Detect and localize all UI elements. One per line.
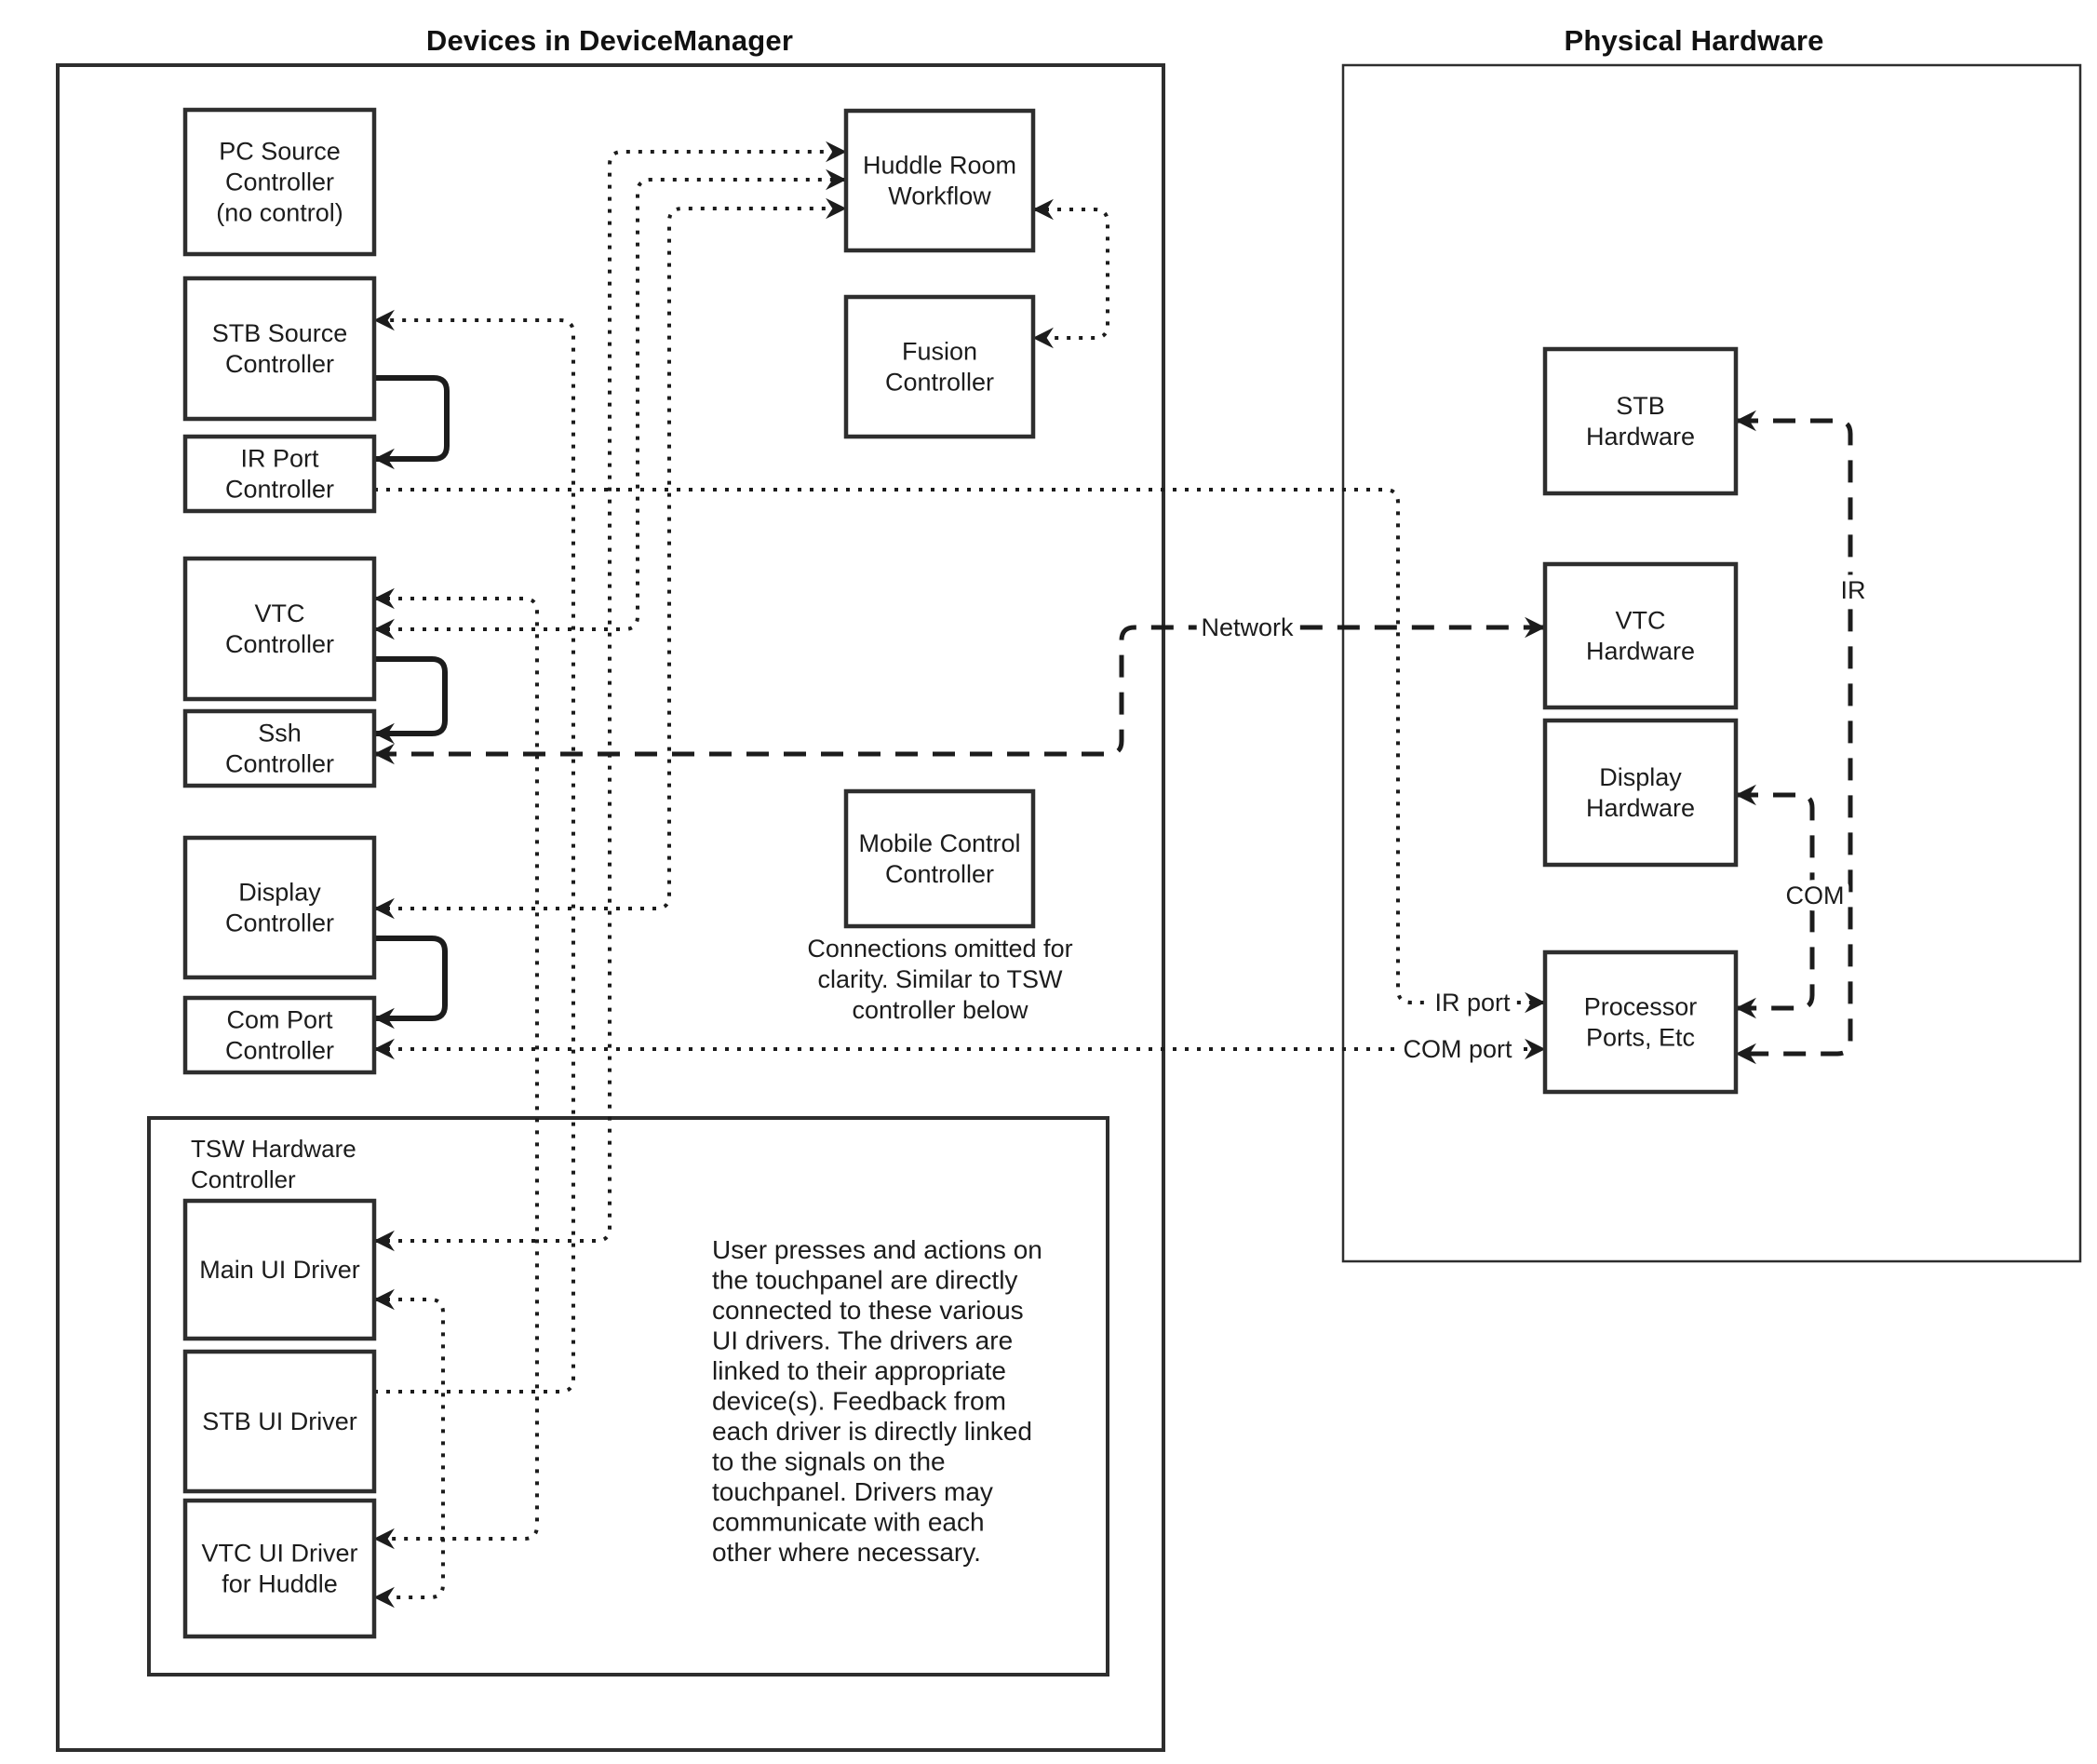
main-ui-driver-label: Main UI Driver — [199, 1256, 360, 1284]
fusion-controller — [846, 297, 1033, 437]
physical-hardware-title: Physical Hardware — [1564, 24, 1824, 57]
network-link — [374, 627, 1545, 754]
tsw-hardware-controller-group-label: TSW Hardware Controller — [191, 1135, 356, 1193]
tsw-note: User presses and actions on the touchpanel are directly connected to these various UI drivers. The drivers are linked to their appropriate device(s). Feedback from each driver is directly linked to the signals on the touchpanel. Drivers may communicate with each other where necessary. — [712, 1235, 1042, 1567]
ir-port-controller-label: IR Port Controller — [224, 444, 335, 504]
vtc-ui-to-vtc-controller — [374, 599, 537, 1539]
pc-source-controller-label: PC Source Controller (no control) — [216, 137, 343, 227]
display-hardware — [1545, 720, 1736, 865]
stb-source-controller-label: STB Source Controller — [211, 319, 348, 378]
stb-source-controller — [185, 278, 374, 419]
display-controller-label: Display Controller — [224, 878, 335, 937]
mobile-control-controller-label: Mobile Control Controller — [858, 829, 1021, 888]
ir-link-label: IR — [1840, 576, 1866, 604]
fusion-controller-label: Fusion Controller — [884, 337, 995, 397]
vtc-ui-driver-label: VTC UI Driver for Huddle — [201, 1539, 358, 1598]
network-link-label: Network — [1201, 613, 1294, 641]
stb-source-to-ir-port — [374, 378, 447, 459]
mobile-control-controller — [846, 791, 1033, 926]
vtc-controller — [185, 559, 374, 699]
com-port-controller-label: Com Port Controller — [224, 1005, 335, 1065]
display-hardware-label: Display Hardware — [1585, 763, 1696, 822]
processor-ports-label: Processor Ports, Etc — [1583, 992, 1698, 1052]
processor-ports — [1545, 952, 1736, 1092]
display-controller — [185, 838, 374, 977]
ir-port-line-label: IR port — [1434, 989, 1511, 1017]
stb-ui-feedback-to-stb-source — [374, 320, 573, 1392]
vtc-to-ssh — [374, 659, 445, 734]
huddle-room-workflow-label: Huddle Room Workflow — [862, 151, 1017, 210]
mobile-control-note: Connections omitted for clarity. Similar to TSW controller below — [807, 935, 1073, 1024]
stb-hardware-label: STB Hardware — [1585, 392, 1696, 451]
vtc-ui-driver — [185, 1501, 374, 1636]
com-port-line-label: COM port — [1403, 1035, 1512, 1063]
huddle-workflow-to-fusion — [1033, 209, 1108, 338]
ir-link — [1736, 421, 1850, 1054]
display-to-com-port — [374, 938, 445, 1018]
com-link-label: COM — [1785, 882, 1845, 909]
device-manager-title: Devices in DeviceManager — [425, 24, 794, 57]
vtc-hardware-label: VTC Hardware — [1585, 606, 1696, 666]
vtc-controller-label: VTC Controller — [224, 599, 335, 658]
stb-hardware — [1545, 349, 1736, 493]
huddle-room-workflow — [846, 111, 1033, 250]
stb-ui-driver-label: STB UI Driver — [202, 1407, 357, 1435]
vtc-hardware — [1545, 564, 1736, 707]
main-ui-to-vtc-ui — [374, 1299, 443, 1597]
ssh-controller-label: Ssh Controller — [224, 719, 335, 778]
